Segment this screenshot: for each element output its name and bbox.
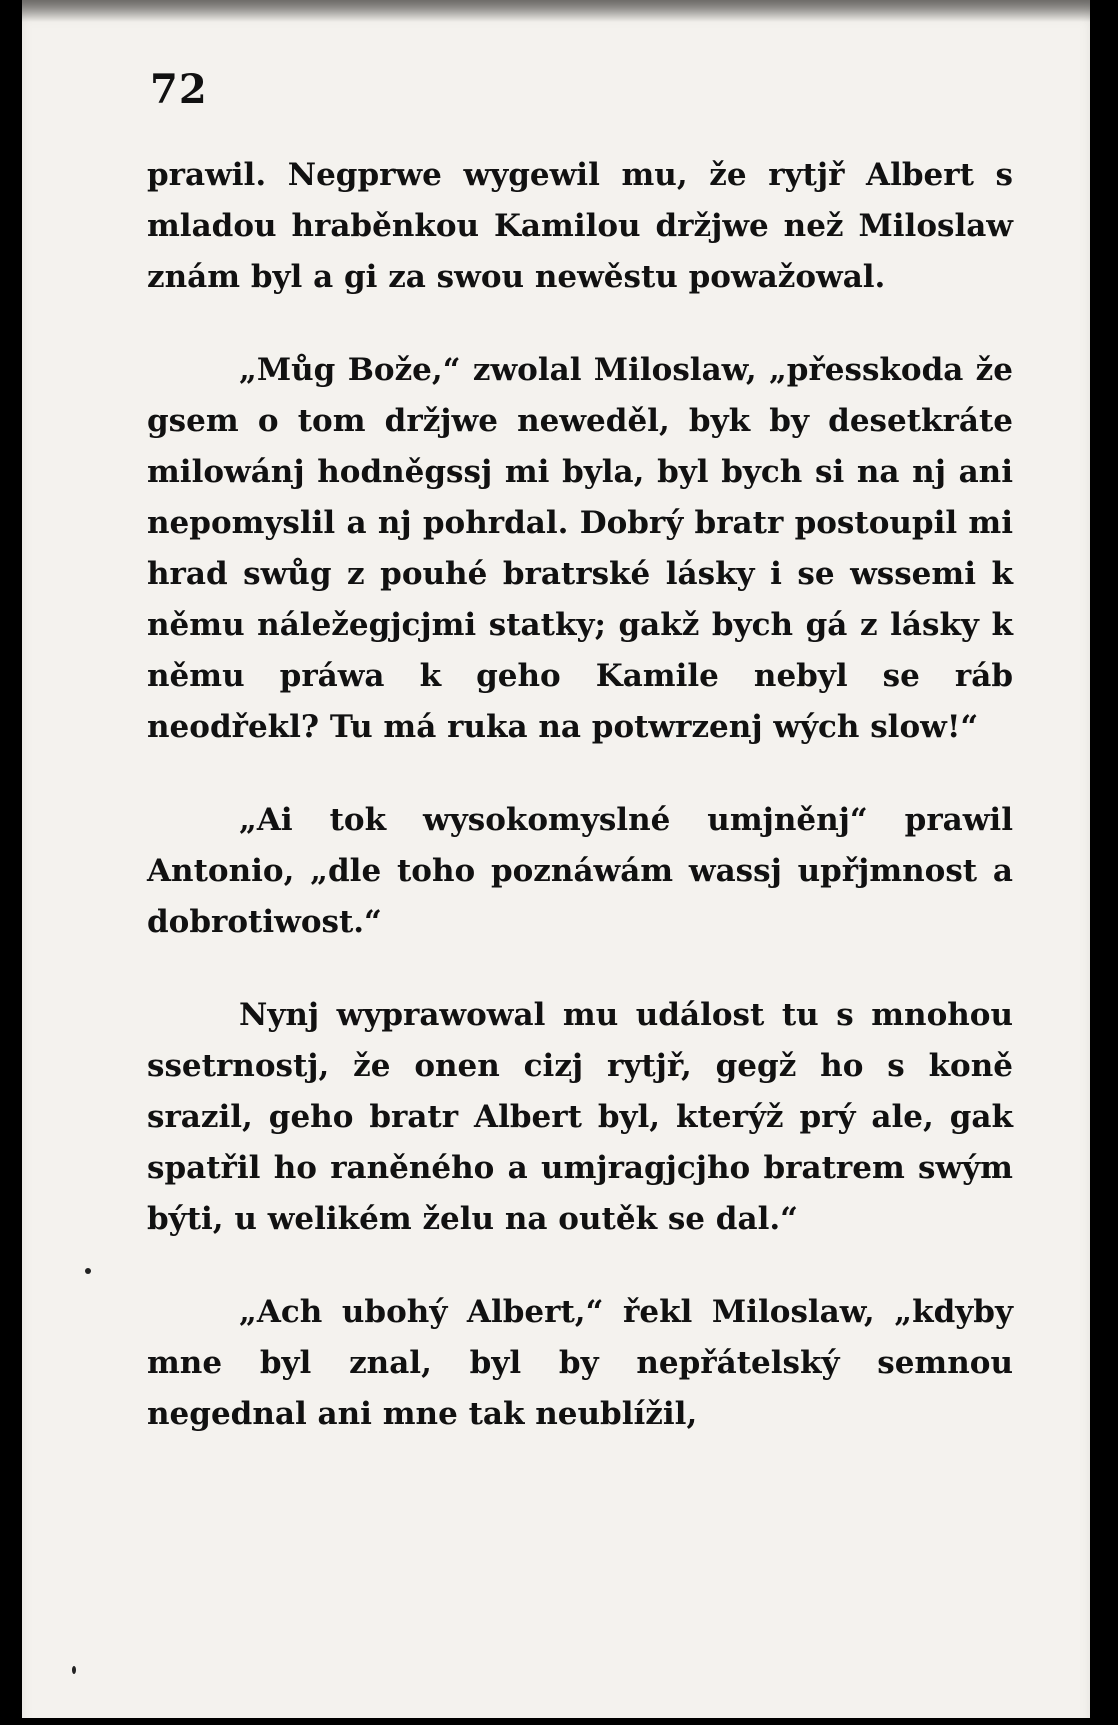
paragraph: „Ai tok wysokomyslné umjněnj“ prawil Antonio, „dle toho poznáwám wassj upřjmnost a dobrotiwost.“ <box>147 802 1013 940</box>
page-text <box>147 150 1013 1440</box>
paragraph: „Můg Bože,“ zwolal Miloslaw, „přesskoda že gsem o tom držjwe neweděl, byk by desetkráte milowánj hodněgssj mi byla, byl bych si na nj ani nepomyslil a nj pohrdal. Dobrý bratr postoupil mi hrad swůg z pouhé bratrské lásky i se wssemi k němu náležegjcjmi statky; gakž bych gá z lásky k němu práwa k geho Kamile nebyl se ráb neodřekl? Tu má ruka na potwrzenj wých slow!“ <box>147 352 1013 745</box>
paragraph: „Ach ubohý Albert,“ řekl Miloslaw, „kdyby mne byl znal, byl by nepřátelský semnou negednal ani mne tak neublížil, <box>147 1294 1013 1432</box>
ink-speck <box>72 1666 76 1674</box>
page-number: 72 <box>150 66 208 113</box>
book-page <box>22 0 1090 1718</box>
scan-shadow <box>22 0 1090 22</box>
ink-speck <box>85 1268 91 1274</box>
paragraph: Nynj wyprawowal mu událost tu s mnohou ssetrnostj, že onen cizj rytjř, gegž ho s koně srazil, geho bratr Albert byl, kterýž prý ale, gak spatřil ho raněného a umjragjcjho bratrem swým býti, u welikém želu na outěk se dal.“ <box>147 997 1013 1237</box>
paragraph: prawil. Negprwe wygewil mu, že rytjř Albert s mladou hraběnkou Kamilou držjwe než Miloslaw znám byl a gi za swou newěstu powažowal. <box>147 157 1013 295</box>
